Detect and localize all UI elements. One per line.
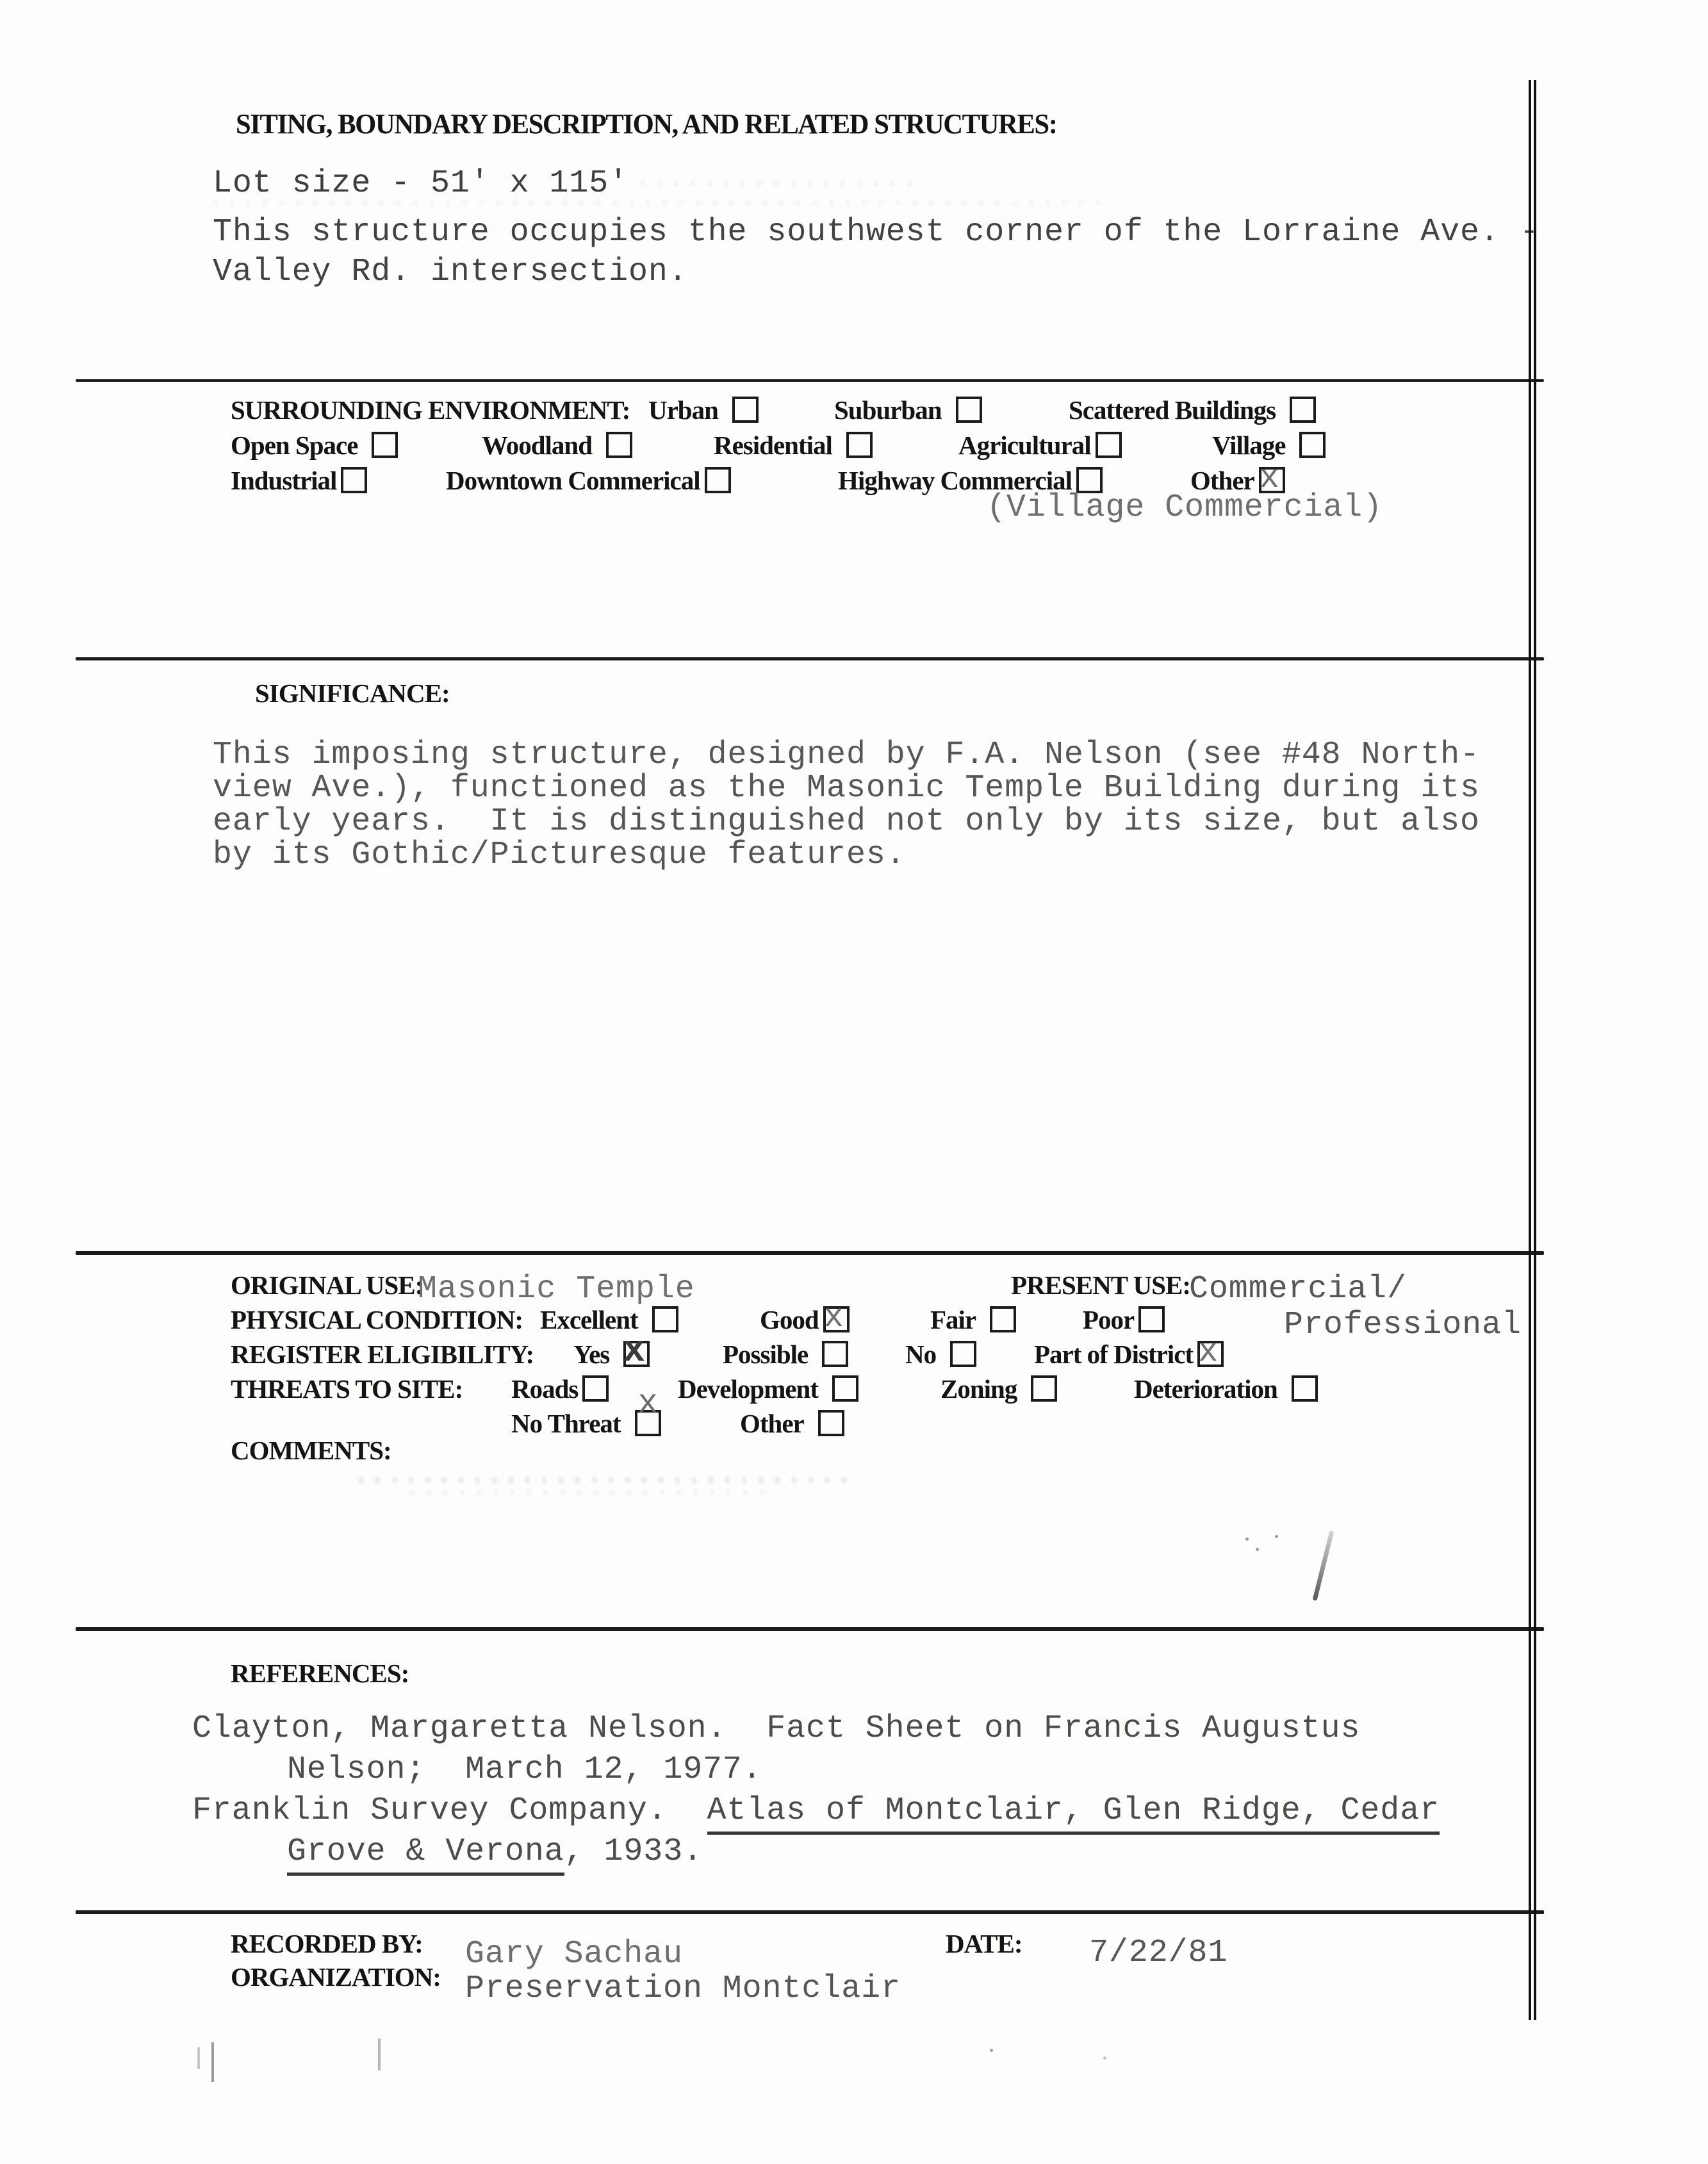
checkbox-no[interactable]: [905, 1339, 976, 1370]
checkbox-icon: [732, 397, 759, 423]
checkbox-open-space[interactable]: [231, 430, 398, 461]
reference-1-line-1: Clayton, Margaretta Nelson. Fact Sheet on Francis Augustus: [192, 1710, 1361, 1747]
scan-artifact: [211, 2042, 214, 2082]
recorded-by-label: RECORDED BY:: [231, 1929, 423, 1958]
scan-artifact: [990, 2049, 993, 2052]
scan-artifact: [410, 1490, 769, 1496]
scan-artifact: [1313, 1530, 1334, 1601]
checkbox-icon: [950, 1341, 976, 1367]
checkbox-label: Poor: [1083, 1305, 1135, 1334]
date-value: 7/22/81: [1089, 1935, 1228, 1971]
checkbox-poor[interactable]: [1083, 1304, 1165, 1335]
physical-condition-label: PHYSICAL CONDITION:: [231, 1305, 523, 1334]
checkbox-excellent[interactable]: [540, 1304, 678, 1335]
checkbox-checked-icon: [823, 1306, 850, 1332]
checkbox-label: Good: [760, 1305, 819, 1334]
present-use-value-line1: Commercial/: [1189, 1271, 1407, 1307]
checkbox-icon: [1299, 432, 1326, 458]
section-title-siting: SITING, BOUNDARY DESCRIPTION, AND RELATED STRUCTURES:: [236, 108, 1057, 140]
present-use-label: PRESENT USE:: [1011, 1270, 1191, 1300]
section-divider: [76, 1627, 1544, 1631]
checkbox-label: Fair: [930, 1305, 976, 1334]
organization-label: ORGANIZATION:: [231, 1962, 441, 1992]
checkbox-icon: [846, 432, 873, 458]
checkbox-icon: [818, 1410, 844, 1436]
checkbox-label: Residential: [714, 430, 832, 460]
checkbox-icon: [1031, 1375, 1057, 1402]
present-use-value-line2: Professional: [1284, 1307, 1522, 1343]
checkbox-label: No: [905, 1340, 937, 1369]
checkbox-label: Open Space: [231, 430, 358, 460]
checkbox-label: Suburban: [834, 395, 942, 425]
checkbox-development[interactable]: [678, 1373, 858, 1404]
scan-artifact: [359, 1477, 858, 1483]
checkbox-icon: [652, 1306, 678, 1332]
checkbox-suburban[interactable]: [834, 395, 982, 425]
section-title-references: REFERENCES:: [231, 1659, 409, 1688]
section-divider: [76, 657, 1544, 660]
scan-artifact: [197, 2047, 200, 2069]
significance-line-1: This imposing structure, designed by F.A. Nelson (see #48 North-: [213, 737, 1480, 773]
checkbox-icon: [832, 1375, 858, 1402]
significance-line-4: by its Gothic/Picturesque features.: [213, 837, 906, 873]
section-divider: [76, 379, 1544, 382]
checkbox-icon: [1096, 432, 1122, 458]
checkbox-label: Zoning: [940, 1374, 1017, 1404]
checkbox-icon: [582, 1375, 609, 1402]
checkbox-yes[interactable]: [573, 1339, 650, 1370]
scan-artifact: [1245, 1537, 1249, 1541]
checkbox-icon: [1290, 397, 1316, 423]
checkbox-roads[interactable]: [511, 1373, 609, 1404]
checkbox-label: Part of District: [1034, 1340, 1194, 1369]
date-label: DATE:: [946, 1929, 1022, 1958]
checkbox-village[interactable]: [1212, 430, 1326, 461]
section-divider: [76, 1910, 1544, 1914]
checkbox-icon: [1138, 1306, 1165, 1332]
lot-size-value: Lot size - 51' x 115': [213, 165, 629, 202]
checkbox-label: No Threat: [511, 1409, 621, 1438]
checkbox-scattered-buildings[interactable]: [1069, 395, 1316, 425]
organization-value: Preservation Montclair: [465, 1971, 901, 2007]
original-use-value: Masonic Temple: [418, 1271, 695, 1307]
checkbox-label: Village: [1212, 430, 1286, 460]
checkbox-label: Deterioration: [1134, 1374, 1277, 1404]
comments-label: COMMENTS:: [231, 1436, 391, 1465]
checkbox-residential[interactable]: [714, 430, 873, 461]
checkbox-woodland[interactable]: [482, 430, 632, 461]
section-divider: [76, 1251, 1544, 1255]
underlined-title: Grove & Verona: [287, 1833, 564, 1876]
checkbox-part-of-district[interactable]: [1034, 1339, 1224, 1370]
threats-to-site-label: THREATS TO SITE:: [231, 1374, 463, 1404]
scan-artifact: [1256, 1548, 1259, 1551]
checkbox-no-threat[interactable]: [511, 1408, 661, 1439]
checkbox-zoning[interactable]: [940, 1373, 1057, 1404]
checkbox-good[interactable]: [760, 1304, 850, 1335]
siting-description-line2: Valley Rd. intersection.: [213, 254, 688, 290]
checkbox-icon: [606, 432, 632, 458]
reference-text: , 1933.: [564, 1833, 703, 1870]
recorded-by-value: Gary Sachau: [465, 1936, 683, 1972]
checkbox-checked-icon: [1197, 1341, 1224, 1367]
checkbox-icon: [705, 467, 731, 493]
checkbox-label: Highway Commercial: [838, 466, 1072, 495]
checkbox-label: Other: [1190, 466, 1254, 495]
section-title-significance: SIGNIFICANCE:: [255, 678, 450, 708]
reference-1-line-2: Nelson; March 12, 1977.: [287, 1751, 762, 1788]
checkbox-checked-icon: [623, 1341, 650, 1367]
checkbox-icon: [956, 397, 982, 423]
original-use-label: ORIGINAL USE:: [231, 1270, 423, 1300]
other-environment-note: (Village Commercial): [987, 489, 1383, 526]
checkbox-label: Yes: [573, 1340, 610, 1369]
significance-line-2: view Ave.), functioned as the Masonic Temple Building during its: [213, 770, 1480, 807]
checkbox-label: Possible: [723, 1340, 809, 1369]
significance-line-3: early years. It is distinguished not only by its size, but also: [213, 803, 1480, 840]
reference-2-line-2: [287, 1833, 703, 1870]
checkbox-icon: [990, 1306, 1016, 1332]
checkbox-label: Development: [678, 1374, 819, 1404]
checkbox-urban[interactable]: [648, 395, 759, 425]
scan-artifact: [1275, 1535, 1278, 1538]
scan-artifact: [378, 2038, 381, 2070]
reference-text: Franklin Survey Company.: [192, 1792, 707, 1829]
checkbox-label: Industrial: [231, 466, 337, 495]
checkbox-deterioration[interactable]: [1134, 1373, 1318, 1404]
siting-description-line1: This structure occupies the southwest corner of the Lorraine Ave. -: [213, 214, 1540, 250]
scan-artifact: [1103, 2056, 1106, 2060]
checkbox-fair[interactable]: [930, 1304, 1016, 1335]
section-title-surrounding-environment: SURROUNDING ENVIRONMENT:: [231, 395, 630, 425]
page-binding-double-rule: [1529, 80, 1536, 2020]
checkbox-downtown-commercial[interactable]: [446, 465, 731, 496]
checkbox-icon: [372, 432, 398, 458]
checkbox-label: Excellent: [540, 1305, 638, 1334]
checkbox-label: Downtown Commerical: [446, 466, 700, 495]
underlined-title: Atlas of Montclair, Glen Ridge, Cedar: [707, 1792, 1440, 1835]
checkbox-agricultural[interactable]: [958, 430, 1122, 461]
register-eligibility-label: REGISTER ELIGIBILITY:: [231, 1340, 534, 1369]
checkbox-checked-icon: [635, 1410, 661, 1436]
checkbox-other-threat[interactable]: [740, 1408, 844, 1439]
checkbox-label: Urban: [648, 395, 718, 425]
checkbox-label: Woodland: [482, 430, 593, 460]
checkbox-label: Scattered Buildings: [1069, 395, 1276, 425]
checkbox-label: Roads: [511, 1374, 579, 1404]
checkbox-industrial[interactable]: [231, 465, 367, 496]
reference-2-line-1: [192, 1792, 1440, 1829]
checkbox-icon: [1292, 1375, 1318, 1402]
checkbox-label: Other: [740, 1409, 804, 1438]
checkbox-icon: [341, 467, 367, 493]
scan-artifact: [641, 181, 916, 186]
checkbox-possible[interactable]: [723, 1339, 848, 1370]
checkbox-label: Agricultural: [958, 430, 1091, 460]
checkbox-icon: [822, 1341, 848, 1367]
